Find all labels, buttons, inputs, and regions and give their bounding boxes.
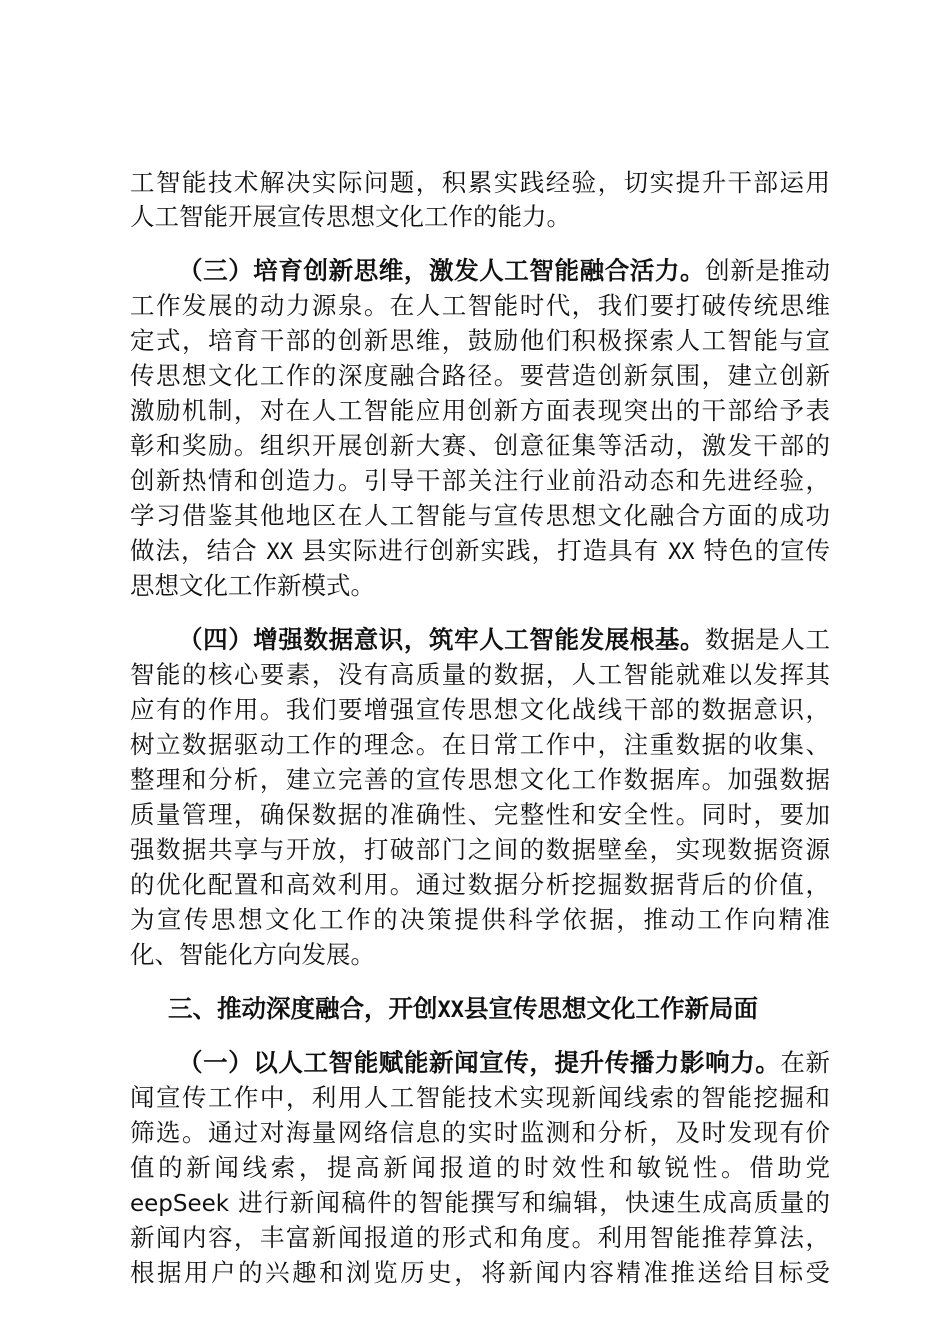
subsection-heading: （一）以人工智能赋能新闻宣传，提升传播力影响力。 [178, 1048, 781, 1077]
paragraph-line: 新闻内容，丰富新闻报道的形式和角度。利用智能推荐算法， [130, 1223, 830, 1252]
paragraph-text: 特色的宣传 [703, 536, 831, 565]
paragraph-line: 学习借鉴其他地区在人工智能与宣传思想文化融合方面的成功 [130, 501, 830, 530]
placeholder-text: XX [266, 540, 293, 565]
paragraph-line [130, 1186, 830, 1220]
paragraph-line: 为宣传思想文化工作的决策提供科学依据，推动工作向精准 [130, 905, 830, 934]
paragraph-line: 工作发展的动力源泉。在人工智能时代，我们要打破传统思维 [130, 291, 830, 320]
paragraph-line: 强数据共享与开放，打破部门之间的数据壁垒，实现数据资源 [130, 835, 830, 864]
paragraph-line [130, 534, 830, 568]
paragraph-line: 闻宣传工作中，利用人工智能技术实现新闻线索的智能挖掘和 [130, 1083, 830, 1112]
paragraph-line: 值的新闻线索，提高新闻报道的时效性和敏锐性。借助党 [130, 1153, 830, 1182]
subsection-heading: （三）培育创新思维，激发人工智能融合活力。 [178, 256, 706, 285]
paragraph-line: 筛选。通过对海量网络信息的实时监测和分析，及时发现有价 [130, 1118, 830, 1147]
paragraph-line: 智能的核心要素，没有高质量的数据，人工智能就难以发挥其 [130, 660, 830, 689]
document-page [130, 0, 830, 1344]
paragraph-line: 人工智能开展宣传思想文化工作的能力。 [130, 202, 571, 231]
paragraph-line: 根据用户的兴趣和浏览历史，将新闻内容精准推送给目标受 [130, 1258, 830, 1287]
paragraph-first-line [178, 1046, 830, 1080]
paragraph-line: 化、智能化方向发展。 [130, 940, 375, 969]
paragraph-line: 传思想文化工作的深度融合路径。要营造创新氛围，建立创新 [130, 361, 830, 390]
paragraph-line: 的优化配置和高效利用。通过数据分析挖掘数据背后的价值， [130, 870, 830, 899]
paragraph-line: 激励机制，对在人工智能应用创新方面表现突出的干部给予表 [130, 396, 830, 425]
paragraph-line: 定式，培育干部的创新思维，鼓励他们积极探索人工智能与宣 [130, 326, 830, 355]
section-heading-text: 三、推动深度融合，开创 [168, 994, 438, 1023]
paragraph-line: 彰和奖励。组织开展创新大赛、创意征集等活动，激发干部的 [130, 431, 830, 460]
paragraph-line: 创新热情和创造力。引导干部关注行业前沿动态和先进经验， [130, 466, 830, 495]
paragraph-line: 树立数据驱动工作的理念。在日常工作中，注重数据的收集、 [130, 730, 830, 759]
paragraph-first-line [178, 254, 830, 288]
paragraph-text: 创新是推动 [705, 256, 831, 285]
paragraph-line: 整理和分析，建立完善的宣传思想文化工作数据库。加强数据 [130, 765, 830, 794]
paragraph-line: 质量管理，确保数据的准确性、完整性和安全性。同时，要加 [130, 800, 830, 829]
paragraph-text: eepSeek [130, 1191, 230, 1217]
section-heading [168, 992, 758, 1026]
paragraph-text: 县实际进行创新实践，打造具有 [301, 536, 660, 565]
paragraph-text: 做法，结合 [130, 536, 258, 565]
paragraph-text: 进行新闻稿件的智能撰写和编辑，快速生成高质量的 [238, 1188, 830, 1217]
paragraph-text: 数据是人工 [705, 625, 831, 654]
placeholder-text: XX [437, 998, 464, 1023]
paragraph-line: 工智能技术解决实际问题，积累实践经验，切实提升干部运用 [130, 168, 830, 197]
subsection-heading: （四）增强数据意识，筑牢人工智能发展根基。 [178, 625, 706, 654]
section-heading-text: 县宣传思想文化工作新局面 [464, 994, 758, 1023]
paragraph-line: 思想文化工作新模式。 [130, 571, 375, 600]
placeholder-text: XX [668, 540, 695, 565]
paragraph-line: 应有的作用。我们要增强宣传思想文化战线干部的数据意识， [130, 695, 830, 724]
paragraph-text: 在新 [780, 1048, 831, 1077]
paragraph-first-line [178, 623, 830, 657]
